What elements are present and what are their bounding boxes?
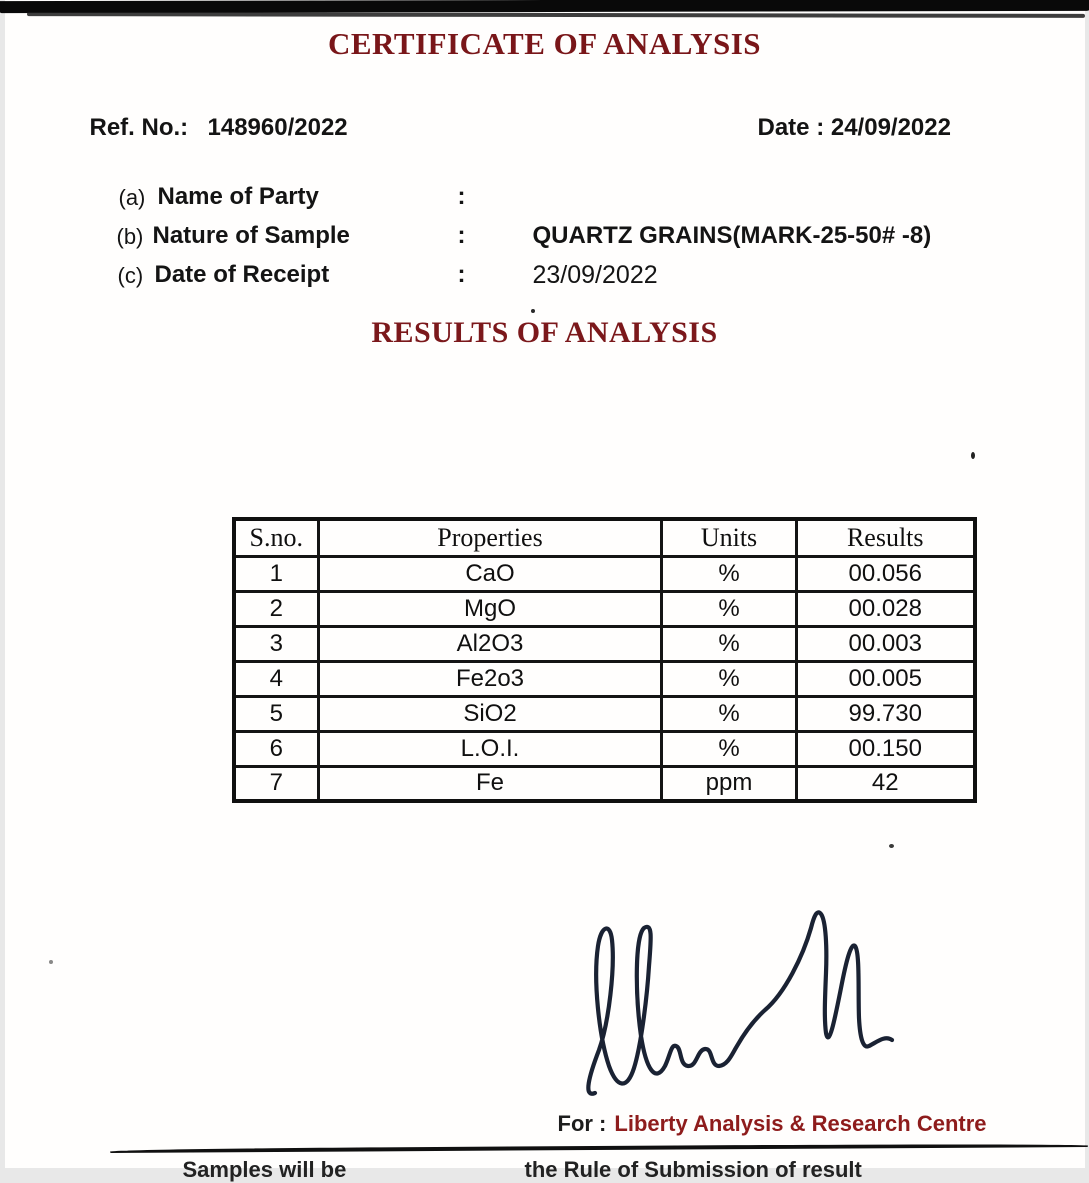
field-prefix: (a) [118,185,146,210]
date-value: 24/09/2022 [830,114,951,141]
field-colon: : [457,183,466,210]
field-prefix: (b) [116,224,144,249]
field-nature-of-sample [5,222,1085,254]
scan-speck [531,309,535,313]
document-title: CERTIFICATE OF ANALYSIS [327,26,762,61]
cutoff-text-right: the Rule of Submission of result [524,1157,862,1182]
ref-no-value: 148960/2022 [207,114,348,141]
field-prefix: (c) [117,263,144,288]
cell-result: 00.150 [797,731,975,766]
cell-unit: % [662,626,797,661]
column-header-properties: Properties [319,519,662,556]
scan-speck [49,960,53,964]
cell-sno: 5 [234,696,319,731]
cell-unit: % [662,661,797,696]
field-label: Date of Receipt [154,261,330,288]
cell-sno: 3 [234,626,319,661]
cell-property: CaO [319,556,662,591]
bottom-divider-line [109,1143,1087,1153]
field-colon: : [457,222,466,249]
cell-unit: ppm [662,766,797,801]
table-row [234,661,975,696]
cell-result: 00.005 [797,661,975,696]
scan-speck [889,844,894,848]
cell-sno: 4 [234,661,319,696]
signature-image [555,898,900,1108]
table-row [234,626,975,661]
table-row [234,556,975,591]
cell-result: 00.056 [797,556,975,591]
cell-unit: % [662,556,797,591]
field-date-of-receipt [5,261,1085,293]
cell-result: 00.003 [797,626,975,661]
cell-unit: % [662,731,797,766]
cell-sno: 2 [234,591,319,626]
cell-result: 42 [797,766,975,801]
cell-result: 00.028 [797,591,975,626]
column-header-results: Results [797,519,975,556]
cutoff-text-left: Samples will be [182,1157,347,1182]
section-title-results: RESULTS OF ANALYSIS [371,316,718,349]
cell-unit: % [662,696,797,731]
table-header-row [234,519,975,556]
table-row [234,696,975,731]
scan-speck [971,452,975,459]
results-table [232,517,977,803]
cell-property: L.O.I. [319,731,662,766]
cell-sno: 1 [234,556,319,591]
signoff-line [558,1111,987,1137]
table-row [234,731,975,766]
field-name-of-party [5,183,1085,215]
cell-property: Fe [319,766,662,801]
cell-result: 99.730 [797,696,975,731]
cell-property: Fe2o3 [319,661,662,696]
cutoff-text-strip [5,1157,1085,1182]
scan-edge-top-bar [0,0,1089,13]
cell-property: Al2O3 [319,626,662,661]
cell-property: SiO2 [319,696,662,731]
signature-stroke [555,898,900,1108]
field-value: QUARTZ GRAINS(MARK-25-50# -8) [532,222,932,249]
field-value: 23/09/2022 [532,261,658,289]
column-header-sno: S.no. [234,519,319,556]
cell-sno: 6 [234,731,319,766]
issue-date [758,114,951,142]
table-row [234,591,975,626]
scan-edge-top-line [26,12,1084,18]
column-header-units: Units [662,519,797,556]
for-label: For : [557,1111,607,1136]
field-label: Nature of Sample [152,222,350,249]
cell-property: MgO [319,591,662,626]
field-label: Name of Party [157,183,319,210]
ref-no-label: Ref. No.: [89,114,189,141]
field-colon: : [457,261,466,288]
cell-sno: 7 [234,766,319,801]
date-label: Date : [757,114,825,141]
table-row [234,766,975,801]
certificate-page [5,0,1085,1182]
cell-unit: % [662,591,797,626]
organization-name: Liberty Analysis & Research Centre [614,1111,987,1136]
